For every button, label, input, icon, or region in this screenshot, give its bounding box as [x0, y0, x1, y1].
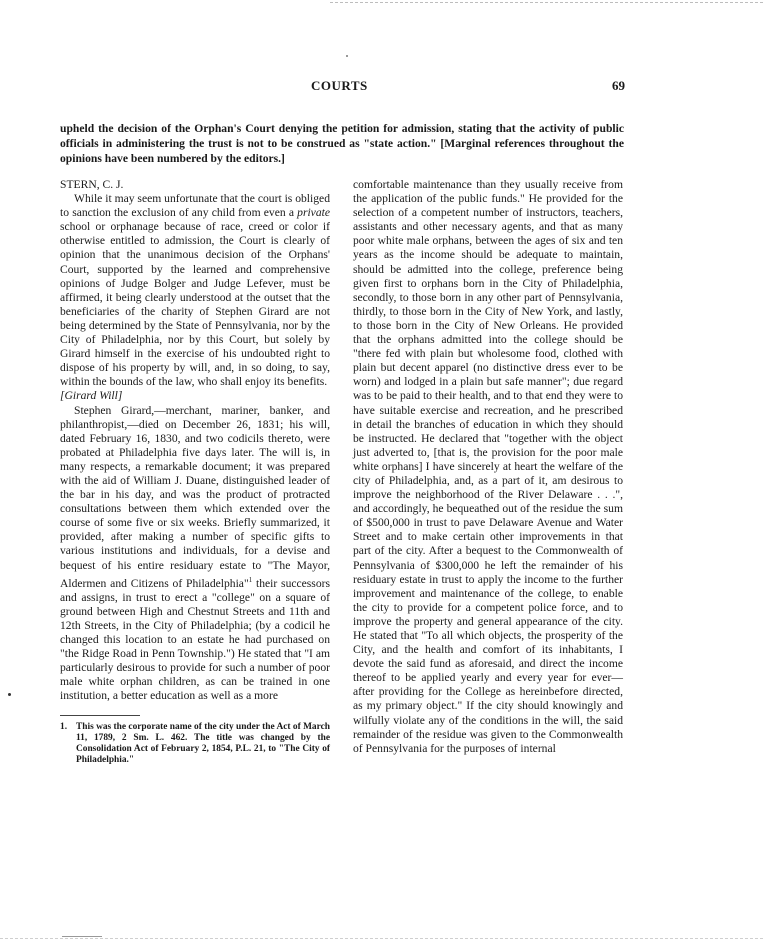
footnote-reference: 1 — [248, 575, 253, 584]
running-head: COURTS — [311, 78, 368, 93]
paragraph-text: Stephen Girard,—merchant, mariner, banker, and philanthropist,—died on December 26, 1831; his will, dated February 16, 1830, and two codicils thereto, were probated at Philadelphia five days later. The will is, in many respects, a remarkable document; it was prepared with the aid of William J. Duane, distinguished leader of the bar in his day, and was the product of protracted consultations between them which extended over the course of some five or six weeks. Briefly summarized, it provided, after making a number of specific gifts to various institutions and individuals, for a devise and bequest of his entire residuary estate to "The Mayor, Aldermen and Citizens of Philadelphia" — [60, 403, 330, 590]
paragraph-text: school or orphanage because of race, creed or color if otherwise entitled to admission, the Court is clearly of opinion that the unanimous decision of the Orphans' Court, supported by the learned and comprehensive opinions of Judge Bolger and Judge Lefever, must be affirmed, it being clearly understood at the outset that the beneficiaries of the charity of Stephen Girard are not being determined by the State of Pennsylvania, nor by the City of Philadelphia, nor by this Court, but solely by Girard himself in the exercise of his undoubted right to dispose of his property by will, and, in so doing, to say, within the bounds of the law, who shall enjoy its benefits. — [60, 220, 330, 389]
footnote-divider — [60, 715, 140, 716]
opinion-paragraph — [60, 192, 330, 389]
footnote-number: 1. — [60, 722, 68, 733]
bottom-scan-mark — [62, 936, 102, 937]
footnote — [60, 722, 330, 766]
editorial-intro-note: upheld the decision of the Orphan's Court denying the petition for admission, stating that the activity of public officials in administering the trust is not to be construed as "state action." [Marginal references throughout the opinions have been numbered by the editors.] — [60, 122, 624, 165]
paragraph-text: While it may seem unfortunate that the court is obliged to sanction the exclusion of any child from even a — [60, 192, 330, 220]
opinion-paragraph-continued: comfortable maintenance than they usually receive from the application of the public funds." He provided for the selection of a competent number of instructors, teachers, assistants and other necessary agents, and that as many poor white male orphans, between the ages of six and ten years as the income should be adequate to maintain, should be admitted into the college, preference being given first to orphans born in the City of Philadelphia, secondly, to those born in any other part of Pennsylvania, thirdly, to those born in the City of New York, and lastly, to those born in the City of New Orleans. He provided that the orphans admitted into the college should be "there fed with plain but wholesome food, clothed with plain but decent apparel (no distinctive dress ever to be worn) and lodged in a plain but safe manner"; due regard was to be paid to their health, and to that end they were to have suitable exercise and recreation, and he prescribed in detail the branches of education in which they should be instructed. He declared that "together with the object just adverted to, [that is, the provision for the poor male white orphans] I have sincerely at heart the welfare of the city of Philadelphia, and, as a part of it, am desirous to improve the neighborhood of the River Delaware . . .", and accordingly, he bequeathed out of the residue the sum of $500,000 in trust to pave Delaware Avenue and Water Street and to make certain other improvements in that part of the city. After a bequest to the Commonwealth of Pennsylvania of $300,000 he left the remainder of his residuary estate in trust to apply the income to the further improvement and maintenance of the college, to enable the city to provide for a competent police force, and to improve the property and general appearance of the city. He stated that "To all which objects, the prosperity of the City, and the health and comfort of its inhabitants, I devote the said fund as aforesaid, and direct the income thereof to be applied yearly and every year for ever—after providing for the College as hereinbefore directed, as my primary object." If the city should knowingly and wilfully violate any of the conditions in the will, the said remainder of the residue was given to the Commonwealth of Pennsylvania for the purposes of internal — [353, 178, 623, 755]
footnote-text: This was the corporate name of the city under the Act of March 11, 1789, 2 Sm. L. 462. The title was changed by the Consolidation Act of February 2, 1854, P.L. 21, to "The City of Philadelphia." — [76, 722, 330, 766]
right-column — [353, 178, 623, 756]
top-dotted-edge — [330, 2, 763, 3]
page-number: 69 — [612, 78, 625, 93]
opinion-paragraph — [60, 404, 330, 704]
paragraph-text: their successors and assigns, in trust to erect a "college" on a square of ground between High and Chestnut Streets and 11th and 12th Streets, in the City of Philadelphia; (by a codicil he changed this location to an estate he had purchased on "the Ridge Road in Penn Township.") He stated that "I am particularly desirous to provide for such a number of poor male white orphan children, as can be trained in one institution, a better education as well as a more — [60, 576, 330, 703]
page-header — [0, 78, 763, 96]
margin-mark — [8, 693, 11, 696]
emphasized-word: private — [297, 206, 330, 220]
opinion-author: STERN, C. J. — [60, 178, 124, 191]
left-column — [60, 178, 330, 766]
scan-speck — [346, 55, 348, 57]
section-heading: [Girard Will] — [60, 389, 123, 403]
bottom-dotted-edge — [0, 938, 763, 939]
